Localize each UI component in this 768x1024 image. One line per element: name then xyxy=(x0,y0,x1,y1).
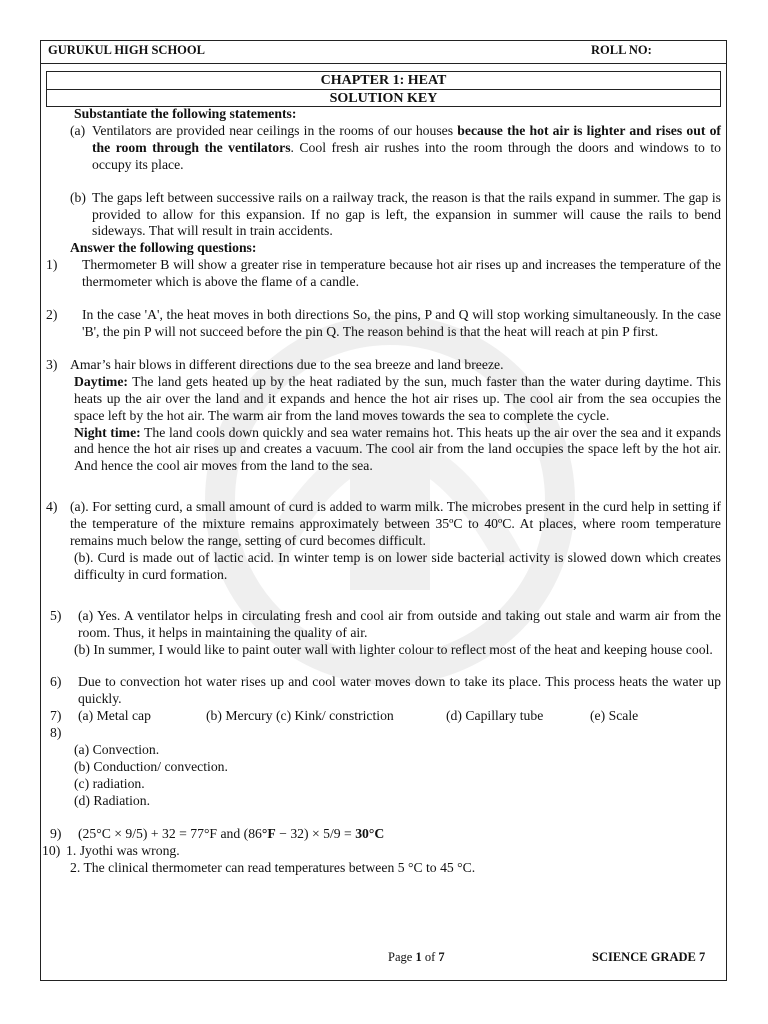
statement-a-text: Ventilators are provided near ceilings in the rooms of our houses xyxy=(92,122,458,138)
question-number: 8) xyxy=(50,725,62,741)
daytime-label: Daytime: xyxy=(74,373,128,389)
answer-8a: (a) Convection. xyxy=(74,742,160,758)
document-body xyxy=(42,106,721,876)
question-number: 6) xyxy=(50,674,62,690)
nighttime-label: Night time: xyxy=(74,424,141,440)
question-3 xyxy=(46,357,721,374)
answer-text-b: (b) In summer, I would like to paint outer wall with lighter colour to reflect most of the heat and keeping house cool. xyxy=(74,641,713,657)
answer-9-unit: °F xyxy=(261,825,276,841)
chapter-title: CHAPTER 1: HEAT xyxy=(47,72,720,90)
question-number: 5) xyxy=(50,607,62,623)
daytime-text: The land gets heated up by the heat radiated by the sun, much faster than the water during daytime. This heats up the air over the land and it expands and hence the hot air rises up. The cool air from the sea occupies the space left by the hot air. The warm air from the land moves towards the sea to complete the cycle. xyxy=(74,373,721,423)
nighttime-text: The land cools down quickly and sea water remains hot. This heats up the air over the sea and it expands and hence the hot air rises up and creates a vacuum. The cool air from the land occupies the space left by the hot air. And hence the cool air moves from the land to the sea. xyxy=(74,424,721,474)
answer-8c: (c) radiation. xyxy=(74,775,145,791)
page-number: Page 1 of 7 xyxy=(388,950,445,964)
question-1 xyxy=(46,257,721,291)
question-number: 1) xyxy=(46,257,58,273)
title-box xyxy=(46,71,721,107)
answer-7c: (c) Kink/ constriction xyxy=(275,708,394,724)
statement-a-bold: because the hot air is lighter and rises out of the room through the ventilators xyxy=(92,122,721,155)
question-10 xyxy=(42,843,721,860)
question-number: 9) xyxy=(50,825,62,841)
answer-text: Thermometer B will show a greater rise in temperature because hot air rises up and increases the temperature of the thermometer which is above the flame of a candle. xyxy=(82,257,721,290)
nighttime-paragraph xyxy=(74,425,721,476)
answer-9-result: 30°C xyxy=(355,825,385,841)
question-7 xyxy=(46,708,721,725)
document-header xyxy=(46,42,721,60)
question-9 xyxy=(46,826,721,843)
answer-8b: (b) Conduction/ convection. xyxy=(74,759,228,774)
question-5 xyxy=(46,608,721,642)
section-heading-substantiate: Substantiate the following statements: xyxy=(74,106,297,121)
answer-text: In the case 'A', the heat moves in both directions So, the pins, P and Q will stop working simultaneously. In the case 'B', the pin P will not succeed before the pin Q. The reason behind is that the heat will reach at pin P first. xyxy=(82,307,721,339)
answer-9-part1: (25°C × 9/5) + 32 = 77°F and (86 xyxy=(78,825,262,841)
question-4 xyxy=(46,499,721,550)
answer-9-part2: − 32) × 5/9 = xyxy=(275,825,356,841)
question-8 xyxy=(46,725,721,742)
school-name: GURUKUL HIGH SCHOOL xyxy=(48,43,205,57)
solution-key-title: SOLUTION KEY xyxy=(329,91,438,106)
statement-b-label: (b) xyxy=(70,189,86,205)
question-number: 4) xyxy=(46,499,58,515)
answer-10-line1: 1. Jyothi was wrong. xyxy=(66,842,180,858)
question-number: 7) xyxy=(50,708,62,724)
question-6 xyxy=(46,674,721,708)
answer-7a: (a) Metal cap xyxy=(78,708,151,724)
question-number: 2) xyxy=(46,307,58,323)
grade-label: SCIENCE GRADE 7 xyxy=(592,950,706,964)
roll-number-label: ROLL NO: xyxy=(591,43,652,57)
statement-a-rest: . Cool fresh air rushes into the room through the doors and windows to to occupy its place. xyxy=(92,139,721,172)
answer-10-line2: 2. The clinical thermometer can read temperatures between 5 °C to 45 °C. xyxy=(70,859,476,875)
statement-b xyxy=(70,190,721,241)
answer-text-b: (b). Curd is made out of lactic acid. In winter temp is on lower side bacterial activity is slowed down which creates difficulty in curd formation. xyxy=(74,549,721,582)
daytime-paragraph xyxy=(74,374,721,425)
statement-b-text: The gaps left between successive rails on a railway track, the reason is that the rails expand in summer. The gap is provided to allow for this expansion. If no gap is left, the expansion in summer will cause the rails to bend sideways. That will result in train accidents. xyxy=(92,189,721,239)
header-divider xyxy=(40,63,727,64)
section-heading-answer: Answer the following questions: xyxy=(70,240,257,256)
question-2 xyxy=(46,307,721,341)
question-number: 10) xyxy=(42,842,61,858)
answer-7b: (b) Mercury xyxy=(206,708,273,724)
answer-text: Due to convection hot water rises up and cool water moves down to take its place. This process heats the water up quickly. xyxy=(78,674,721,707)
answer-text-a: (a). For setting curd, a small amount of curd is added to warm milk. The microbes present in the curd help in setting if the temperature of the mixture remains approximately between 35ºC to 40ºC. At places, where room temperature remains much below the range, setting of curd becomes difficult. xyxy=(70,499,721,549)
answer-7e: (e) Scale xyxy=(590,708,639,724)
answer-text-a: (a) Yes. A ventilator helps in circulating fresh and cool air from outside and taking out stale and warm air from the room. Thus, it helps in maintaining the quality of air. xyxy=(78,607,721,640)
answer-text: Amar’s hair blows in different directions due to the sea breeze and land breeze. xyxy=(70,356,504,372)
statement-a xyxy=(70,123,721,174)
answer-7d: (d) Capillary tube xyxy=(446,708,544,724)
statement-a-label: (a) xyxy=(70,122,86,138)
answer-8d: (d) Radiation. xyxy=(74,792,151,808)
question-number: 3) xyxy=(46,356,58,372)
